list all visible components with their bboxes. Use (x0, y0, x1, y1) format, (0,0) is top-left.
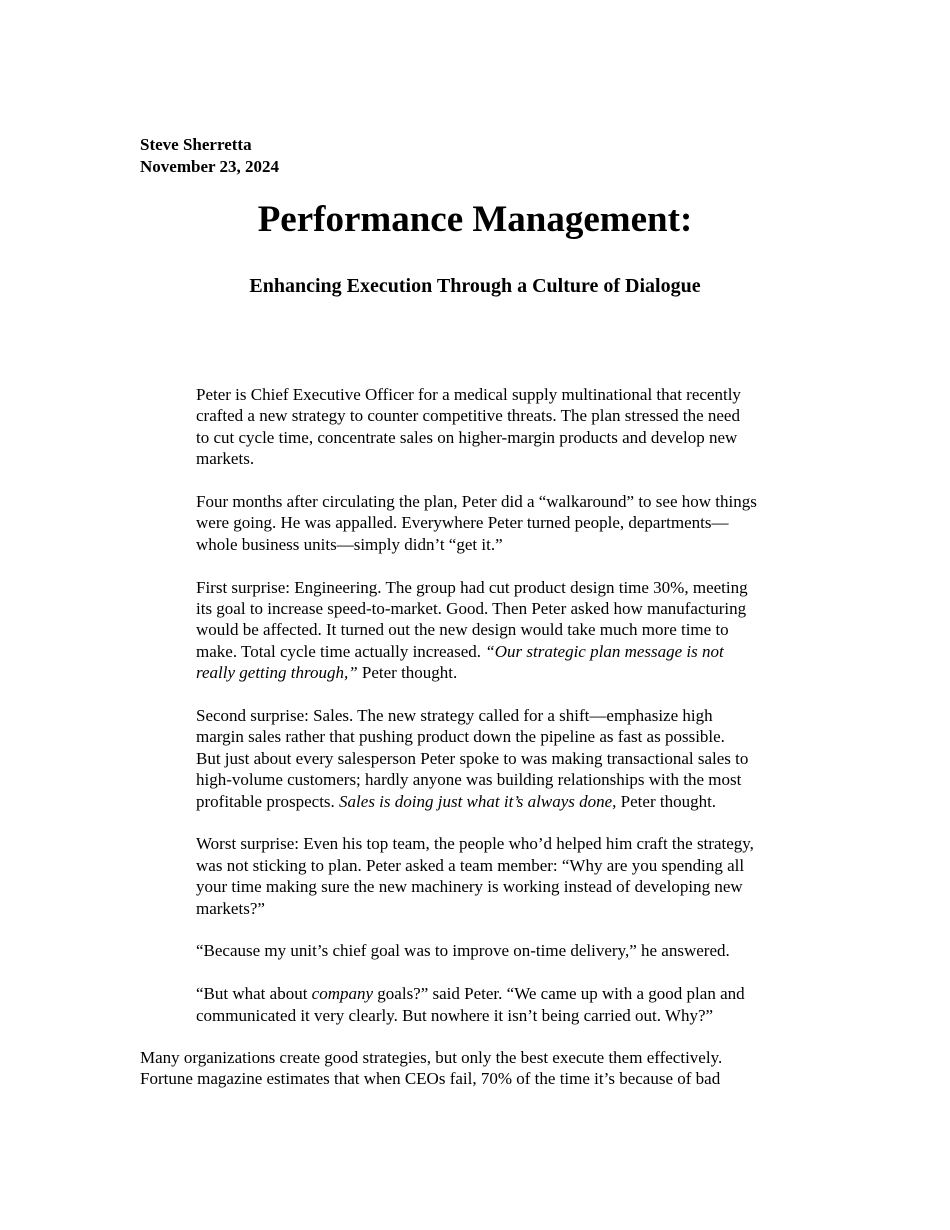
paragraph-6 (196, 940, 836, 961)
text-line: But just about every salesperson Peter spoke to was making transactional sales to (196, 748, 749, 768)
text-line: markets. (196, 449, 255, 469)
italic-run: really getting through,” (196, 663, 358, 683)
text-line: were going. He was appalled. Everywhere Peter turned people, departments— (196, 513, 729, 533)
text-line: Fortune magazine estimates that when CEOs fail, 70% of the time it’s because of bad (140, 1069, 721, 1089)
text-line: First surprise: Engineering. The group had cut product design time 30%, meeting (196, 577, 748, 597)
text-line: crafted a new strategy to counter competitive threats. The plan stressed the need (196, 406, 740, 426)
text-run: “But what about (196, 984, 312, 1004)
paragraph-7 (196, 983, 836, 1026)
body-paragraph (140, 1047, 840, 1090)
author-block (140, 134, 279, 178)
author-name: Steve Sherretta (140, 135, 252, 154)
italic-run: company (311, 984, 374, 1004)
text-run: make. Total cycle time actually increased. (196, 641, 486, 661)
text-line: Four months after circulating the plan, Peter did a “walkaround” to see how things (196, 492, 757, 512)
text-line (196, 791, 836, 812)
paragraph-4 (196, 705, 836, 812)
text-line: whole business units—simply didn’t “get it.” (196, 534, 503, 554)
text-line: high-volume customers; hardly anyone was building relationships with the most (196, 770, 742, 790)
paragraph-3 (196, 577, 836, 684)
italic-run: Sales is doing just what it’s always done, (339, 791, 617, 811)
text-line: to cut cycle time, concentrate sales on higher-margin products and develop new (196, 427, 738, 447)
text-run: Peter thought. (616, 791, 717, 811)
italic-run: “Our strategic plan message is not (485, 641, 724, 661)
indented-narrative (196, 384, 836, 1047)
document-date: November 23, 2024 (140, 157, 279, 176)
text-line: markets?” (196, 898, 265, 918)
paragraph-5 (196, 833, 836, 919)
paragraph-2 (196, 491, 836, 555)
text-line: would be affected. It turned out the new design would take much more time to (196, 620, 729, 640)
text-line: communicated it very clearly. But nowhere it isn’t being carried out. Why?” (196, 1005, 714, 1025)
text-line: your time making sure the new machinery is working instead of developing new (196, 877, 743, 897)
text-run: goals?” said Peter. “We came up with a good plan and (373, 984, 745, 1004)
text-run: Peter thought. (357, 663, 458, 683)
text-line: its goal to increase speed-to-market. Good. Then Peter asked how manufacturing (196, 599, 747, 619)
text-run: profitable prospects. (196, 791, 340, 811)
text-line: Many organizations create good strategies, but only the best execute them effectively. (140, 1048, 723, 1067)
text-line: Second surprise: Sales. The new strategy called for a shift—emphasize high (196, 706, 713, 726)
text-line: “Because my unit’s chief goal was to improve on-time delivery,” he answered. (196, 941, 730, 961)
text-line: Worst surprise: Even his top team, the people who’d helped him craft the strategy, (196, 834, 754, 854)
document-title: Performance Management: (257, 199, 693, 240)
text-line (196, 662, 836, 683)
text-line (196, 983, 836, 1004)
text-line (196, 641, 836, 662)
text-line: margin sales rather that pushing product down the pipeline as fast as possible. (196, 727, 725, 747)
paragraph-1 (196, 384, 836, 470)
text-line: Peter is Chief Executive Officer for a medical supply multinational that recently (196, 385, 741, 404)
document-subtitle: Enhancing Execution Through a Culture of Dialogue (249, 275, 701, 297)
text-line: was not sticking to plan. Peter asked a team member: “Why are you spending all (196, 855, 745, 875)
